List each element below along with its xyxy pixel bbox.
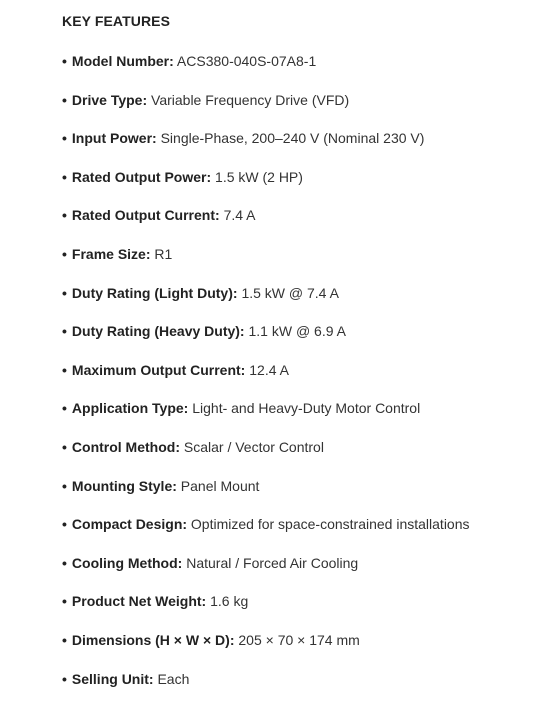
feature-value: ACS380-040S-07A8-1 [177,53,316,69]
bullet: • [62,362,67,378]
section-heading: KEY FEATURES [62,13,170,29]
feature-value: 7.4 A [224,207,256,223]
feature-label: Dimensions (H × W × D): [72,632,235,648]
feature-label: Rated Output Power: [72,169,211,185]
feature-value: R1 [154,246,172,262]
feature-value: Natural / Forced Air Cooling [186,555,358,571]
bullet: • [62,285,67,301]
feature-application-type [62,398,470,437]
feature-label: Cooling Method: [72,555,182,571]
feature-rated-output-power [62,167,470,206]
feature-value: 1.5 kW (2 HP) [215,169,303,185]
feature-maximum-output-current [62,360,470,399]
feature-label: Frame Size: [72,246,151,262]
bullet: • [62,130,67,146]
feature-rated-output-current [62,205,470,244]
feature-frame-size [62,244,470,283]
bullet: • [62,53,67,69]
feature-label: Input Power: [72,130,157,146]
feature-value: 1.5 kW @ 7.4 A [241,285,338,301]
feature-drive-type [62,90,470,129]
feature-mounting-style [62,476,470,515]
bullet: • [62,516,67,532]
feature-cooling-method [62,553,470,592]
feature-label: Selling Unit: [72,671,154,687]
bullet: • [62,593,67,609]
feature-label: Compact Design: [72,516,187,532]
feature-label: Maximum Output Current: [72,362,245,378]
feature-product-net-weight [62,591,470,630]
feature-label: Duty Rating (Light Duty): [72,285,238,301]
bullet: • [62,169,67,185]
feature-label: Model Number: [72,53,174,69]
bullet: • [62,246,67,262]
bullet: • [62,671,67,687]
feature-value: Single-Phase, 200–240 V (Nominal 230 V) [161,130,425,146]
feature-input-power [62,128,470,167]
bullet: • [62,92,67,108]
feature-label: Application Type: [72,400,188,416]
feature-value: 12.4 A [249,362,289,378]
bullet: • [62,555,67,571]
feature-label: Duty Rating (Heavy Duty): [72,323,245,339]
bullet: • [62,632,67,648]
feature-value: Panel Mount [181,478,260,494]
bullet: • [62,478,67,494]
feature-value: 1.6 kg [210,593,248,609]
feature-label: Product Net Weight: [72,593,206,609]
feature-label: Drive Type: [72,92,147,108]
feature-value: Variable Frequency Drive (VFD) [151,92,349,108]
feature-value: Scalar / Vector Control [184,439,324,455]
feature-selling-unit [62,669,470,707]
key-features-list [62,51,470,707]
feature-control-method [62,437,470,476]
feature-label: Mounting Style: [72,478,177,494]
feature-dimensions [62,630,470,669]
feature-value: Light- and Heavy-Duty Motor Control [192,400,420,416]
feature-compact-design [62,514,470,553]
bullet: • [62,439,67,455]
feature-label: Rated Output Current: [72,207,220,223]
feature-duty-rating-heavy [62,321,470,360]
feature-model-number [62,51,470,90]
feature-value: 205 × 70 × 174 mm [238,632,359,648]
feature-value: 1.1 kW @ 6.9 A [248,323,345,339]
feature-label: Control Method: [72,439,180,455]
feature-duty-rating-light [62,283,470,322]
feature-value: Optimized for space-constrained installations [191,516,470,532]
feature-value: Each [157,671,189,687]
bullet: • [62,323,67,339]
bullet: • [62,207,67,223]
bullet: • [62,400,67,416]
